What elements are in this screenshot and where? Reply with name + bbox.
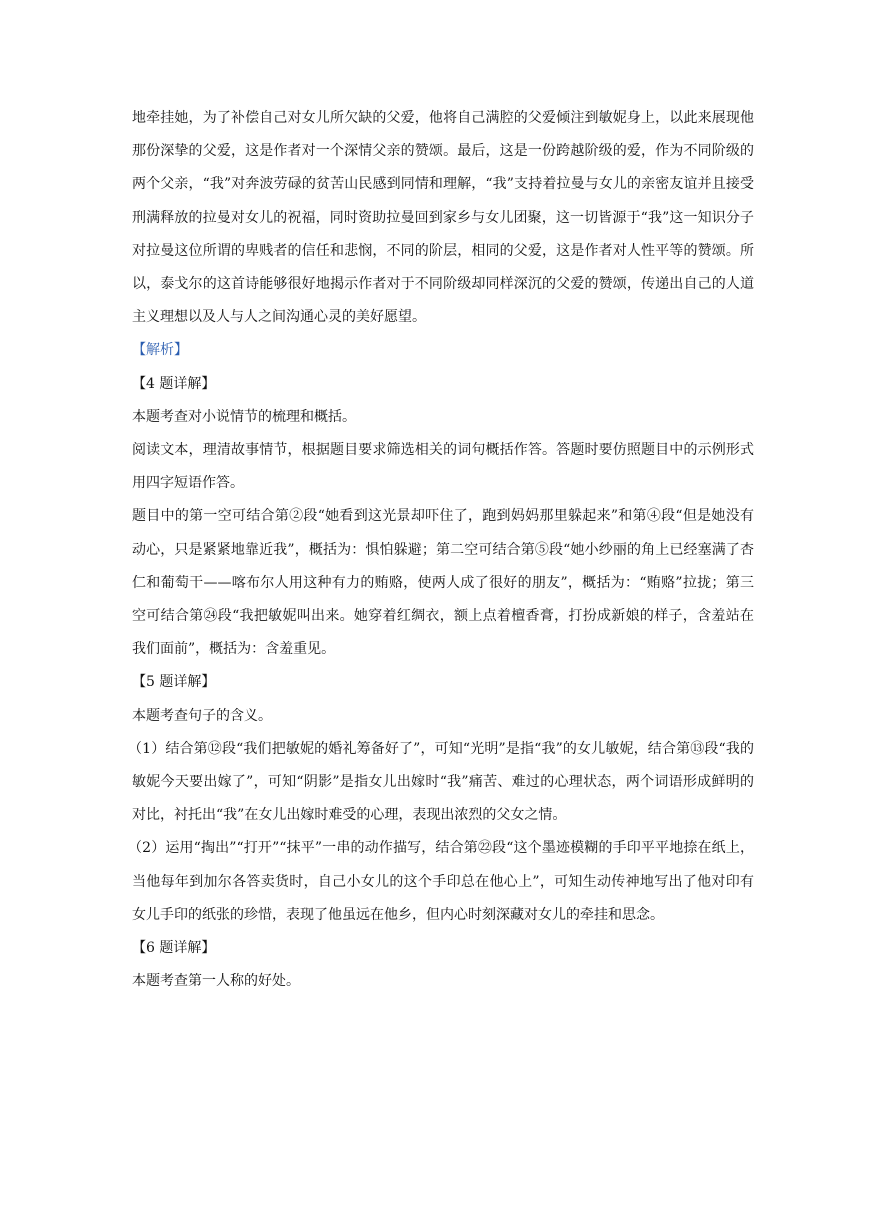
answer-explanation-body <box>128 102 754 998</box>
question-4-heading: 【4 题详解】 <box>132 375 216 392</box>
paragraph-q4-method: 阅读文本，理清故事情节，根据题目要求筛选相关的词句概括作答。答题时要仿照题目中的示例形式用四字短语作答。 <box>132 442 754 492</box>
paragraph-q4-answer: 题目中的第一空可结合第②段“她看到这光景却吓住了，跑到妈妈那里躲起来”和第④段“但是她没有动心，只是紧紧地靠近我”，概括为：惧怕躲避；第二空可结合第⑤段“她小纱丽的角上已经塞满了杏仁和葡萄干——喀布尔人用这种有力的贿赂，使两人成了很好的朋友”，概括为：“贿赂”拉拢；第三空可结合第㉔段“我把敏妮叫出来。她穿着红绸衣，额上点着檀香膏，打扮成新娘的样子，含羞站在我们面前”，概括为：含羞重见。 <box>132 508 754 658</box>
paragraph-q5-part2: （2）运用“掏出”“打开”“抹平”一串的动作描写，结合第㉒段“这个墨迹模糊的手印平平地捺在纸上，当他每年到加尔各答卖货时，自己小女儿的这个手印总在他心上”，可知生动传神地写出了他对印有女儿手印的纸张的珍惜，表现了他虽远在他乡，但内心时刻深藏对女儿的牵挂和思念。 <box>128 840 754 923</box>
analysis-heading: 【解析】 <box>132 342 188 359</box>
question-6-heading: 【6 题详解】 <box>132 940 216 957</box>
paragraph-q5-part1: （1）结合第⑫段“我们把敏妮的婚礼筹备好了”，可知“光明”是指“我”的女儿敏妮，结合第⑬段“我的敏妮今天要出嫁了”，可知“阴影”是指女儿出嫁时“我”痛苦、难过的心理状态，两个词语形成鲜明的对比，衬托出“我”在女儿出嫁时难受的心理，表现出浓烈的父女之情。 <box>128 740 754 824</box>
paragraph-q5-topic: 本题考查句子的含义。 <box>132 707 272 724</box>
paragraph-q6-topic: 本题考查第一人称的好处。 <box>132 973 300 990</box>
paragraph-conclusion: 地牵挂她，为了补偿自己对女儿所欠缺的父爱，他将自己满腔的父爱倾注到敏妮身上，以此来展现他那份深挚的父爱，这是作者对一个深情父亲的赞颂。最后，这是一份跨越阶级的爱，作为不同阶级的两个父亲，“我”对奔波劳碌的贫苦山民感到同情和理解，“我”支持着拉曼与女儿的亲密友谊并且接受刑满释放的拉曼对女儿的祝福，同时资助拉曼回到家乡与女儿团聚，这一切皆源于“我”这一知识分子对拉曼这位所谓的卑贱者的信任和悲悯，不同的阶层，相同的父爱，这是作者对人性平等的赞颂。所以，泰戈尔的这首诗能够很好地揭示作者对于不同阶级却同样深沉的父爱的赞颂，传递出自己的人道主义理想以及人与人之间沟通心灵的美好愿望。 <box>132 110 754 326</box>
question-5-heading: 【5 题详解】 <box>132 674 216 691</box>
paragraph-q4-topic: 本题考查对小说情节的梳理和概括。 <box>132 408 356 425</box>
